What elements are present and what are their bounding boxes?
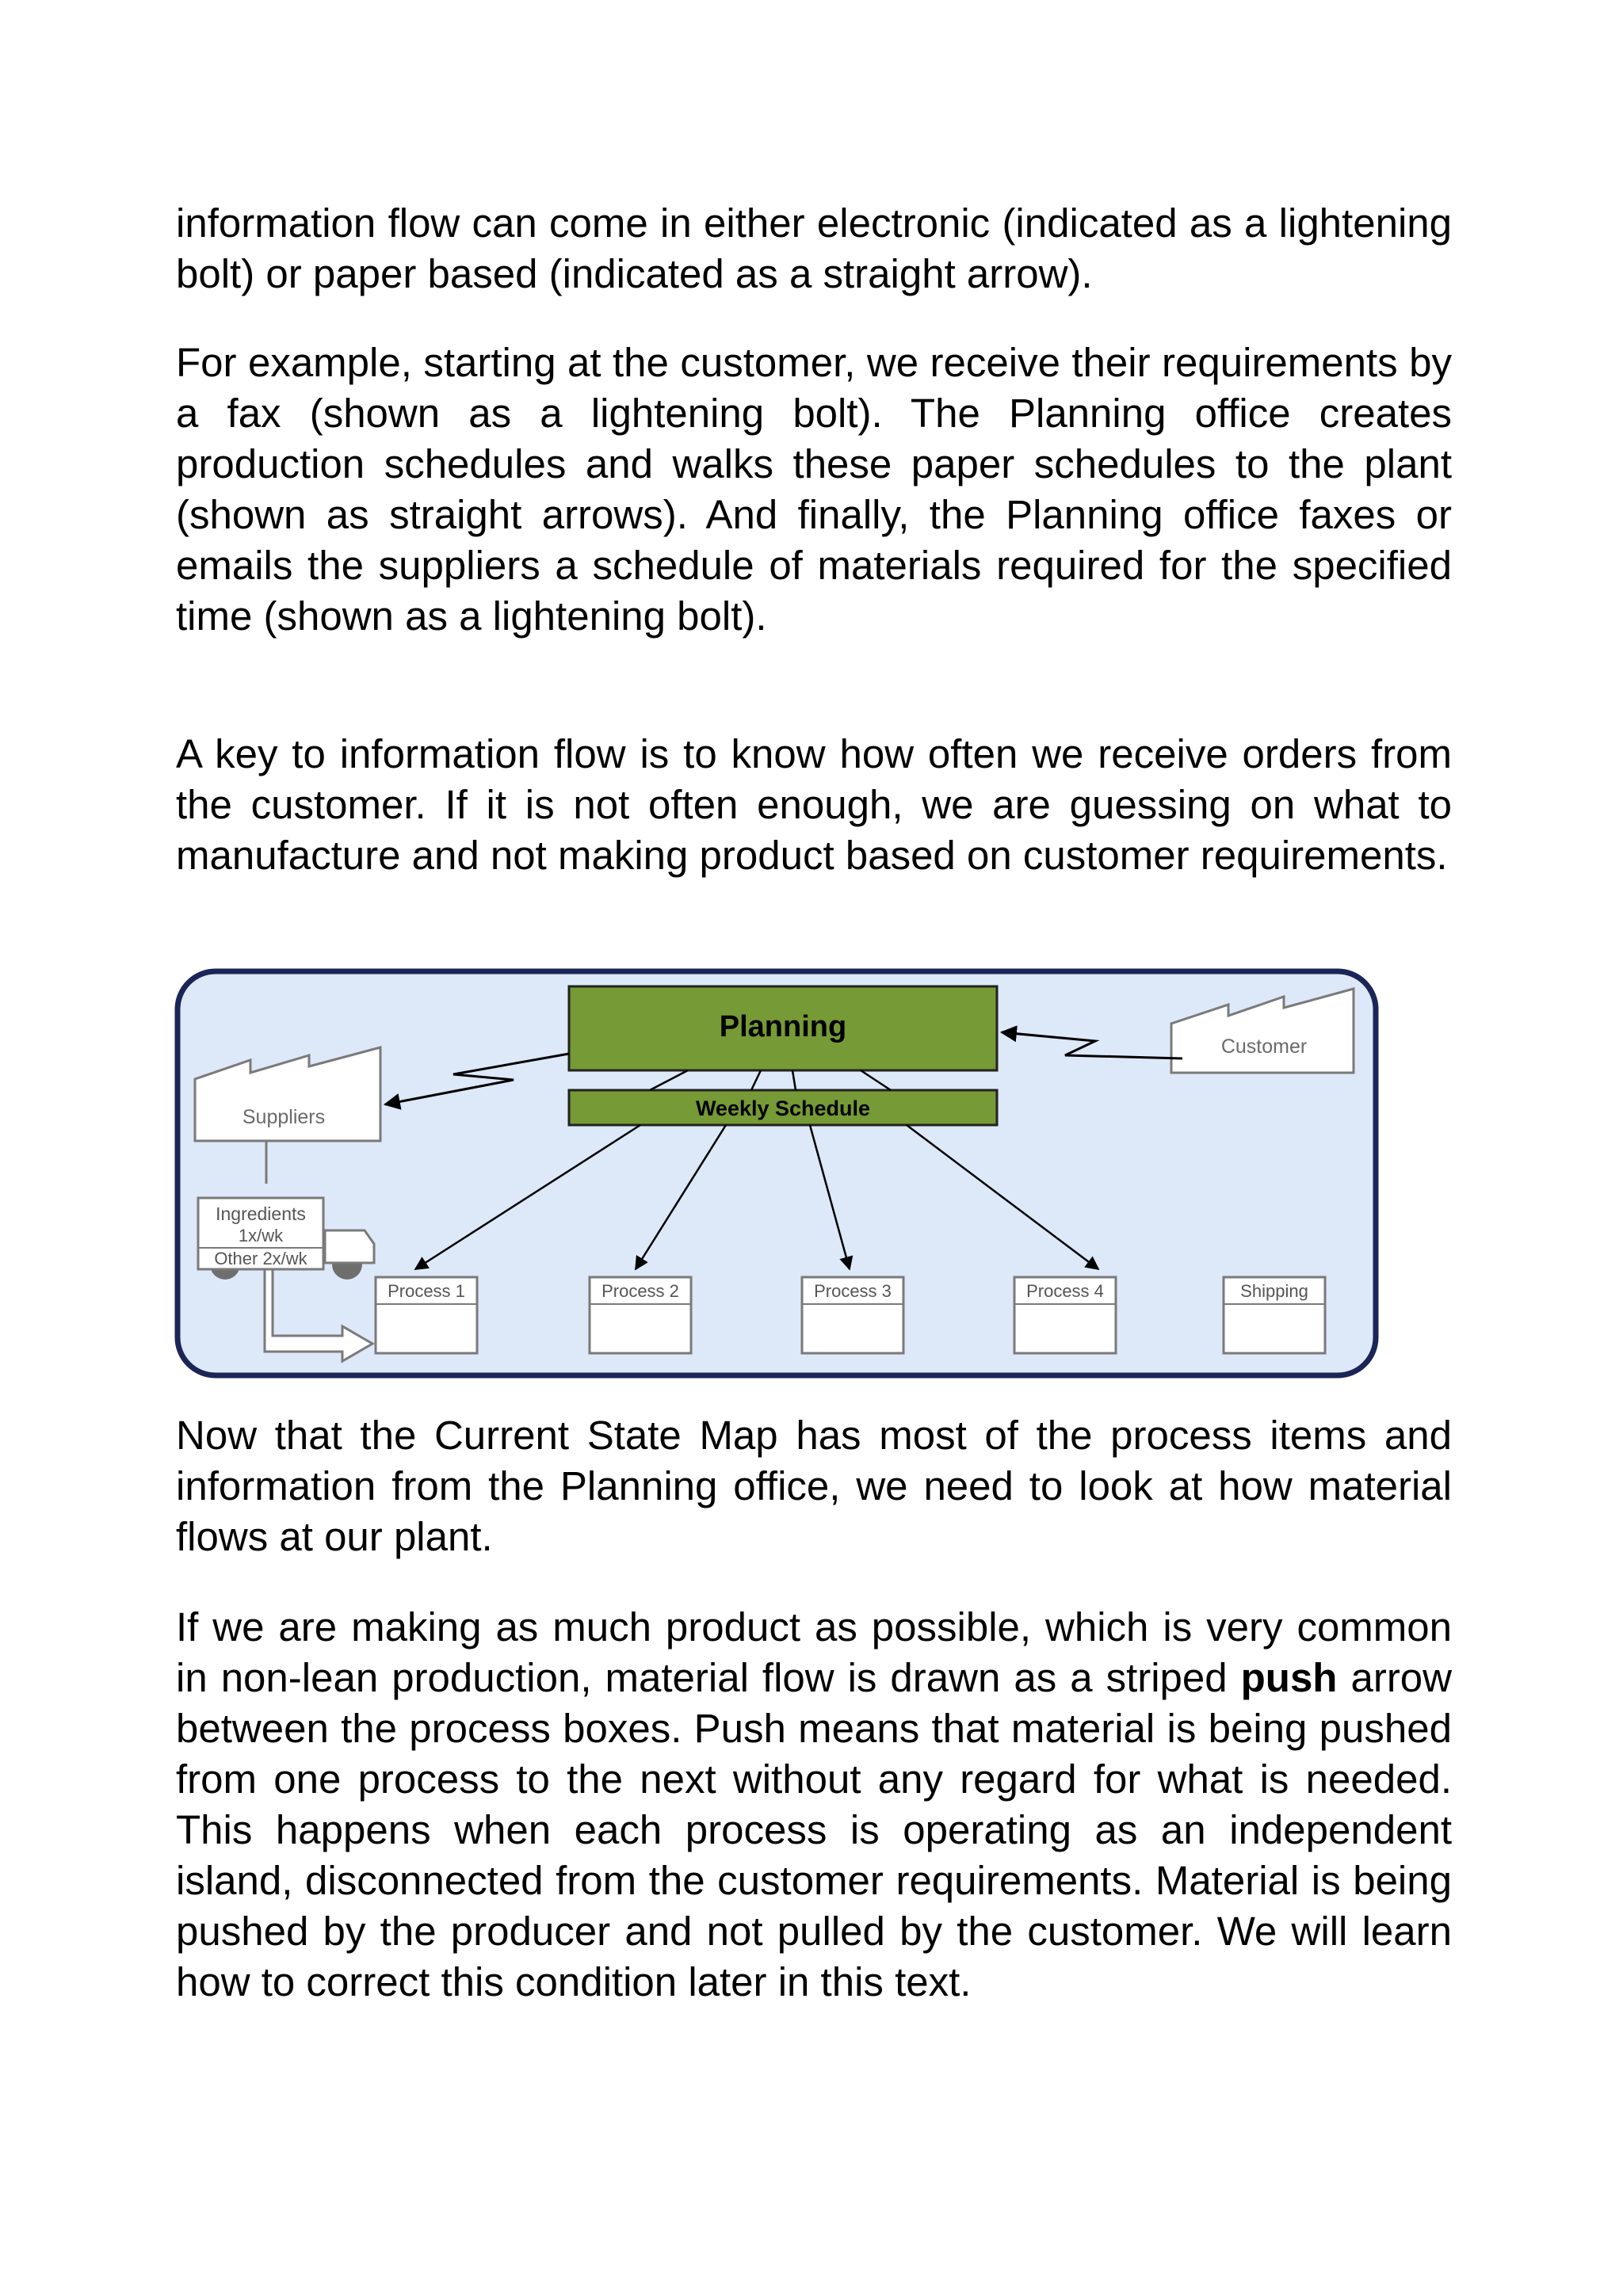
process-label-5: Shipping <box>1240 1281 1308 1301</box>
truck-label-ingredients: Ingredients <box>216 1203 306 1224</box>
process-box-3 <box>802 1277 903 1353</box>
truck-label-other: Other 2x/wk <box>214 1249 307 1268</box>
paragraph-2: For example, starting at the customer, we receive their requirements by a fax (shown as a lightening bolt). The Planning office creates production schedules and walks these paper schedules to the plant (shown as straight arrows). And finally, the Planning office faxes or emails the suppliers a schedule of materials required for the specified time (shown as a lightening bolt). <box>176 340 1452 639</box>
process-label-2: Process 2 <box>601 1281 679 1301</box>
process-box-2 <box>590 1277 691 1353</box>
paragraph-3: A key to information flow is to know how often we receive orders from the customer. If it is not often enough, we are guessing on what to manufacture and not making product based on customer requirements. <box>176 731 1452 878</box>
value-stream-map-diagram <box>174 968 1379 1380</box>
paragraph-5-text-a: If we are making as much product as possible, which is very common in non-lean production, material flow is drawn as a striped <box>176 1604 1452 1700</box>
suppliers-label: Suppliers <box>242 1106 326 1128</box>
planning-label: Planning <box>719 1010 847 1043</box>
process-box-4 <box>1014 1277 1116 1353</box>
paragraph-5 <box>176 1602 1452 2008</box>
process-label-3: Process 3 <box>814 1281 892 1301</box>
weekly-schedule-label: Weekly Schedule <box>695 1097 871 1120</box>
process-box-1 <box>376 1277 477 1353</box>
truck-label-frequency: 1x/wk <box>238 1226 284 1245</box>
process-box-5 <box>1224 1277 1325 1353</box>
process-label-1: Process 1 <box>388 1281 465 1301</box>
push-term: push <box>1240 1655 1338 1700</box>
paragraph-1: information flow can come in either electronic (indicated as a lightening bolt) or paper based (indicated as a straight arrow). <box>176 200 1452 296</box>
customer-label: Customer <box>1220 1035 1308 1058</box>
process-label-4: Process 4 <box>1026 1281 1104 1301</box>
paragraph-5-text-b: arrow between the process boxes. Push means that material is being pushed from one process to the next without any regard for what is needed. This happens when each process is operating as an independent island, disconnected from the customer requirements. Material is being pushed by the producer and not pulled by the customer. We will learn how to correct this condition later in this text. <box>176 1655 1452 2004</box>
paragraph-4: Now that the Current State Map has most of the process items and information from the Planning office, we need to look at how material flows at our plant. <box>176 1413 1452 1559</box>
